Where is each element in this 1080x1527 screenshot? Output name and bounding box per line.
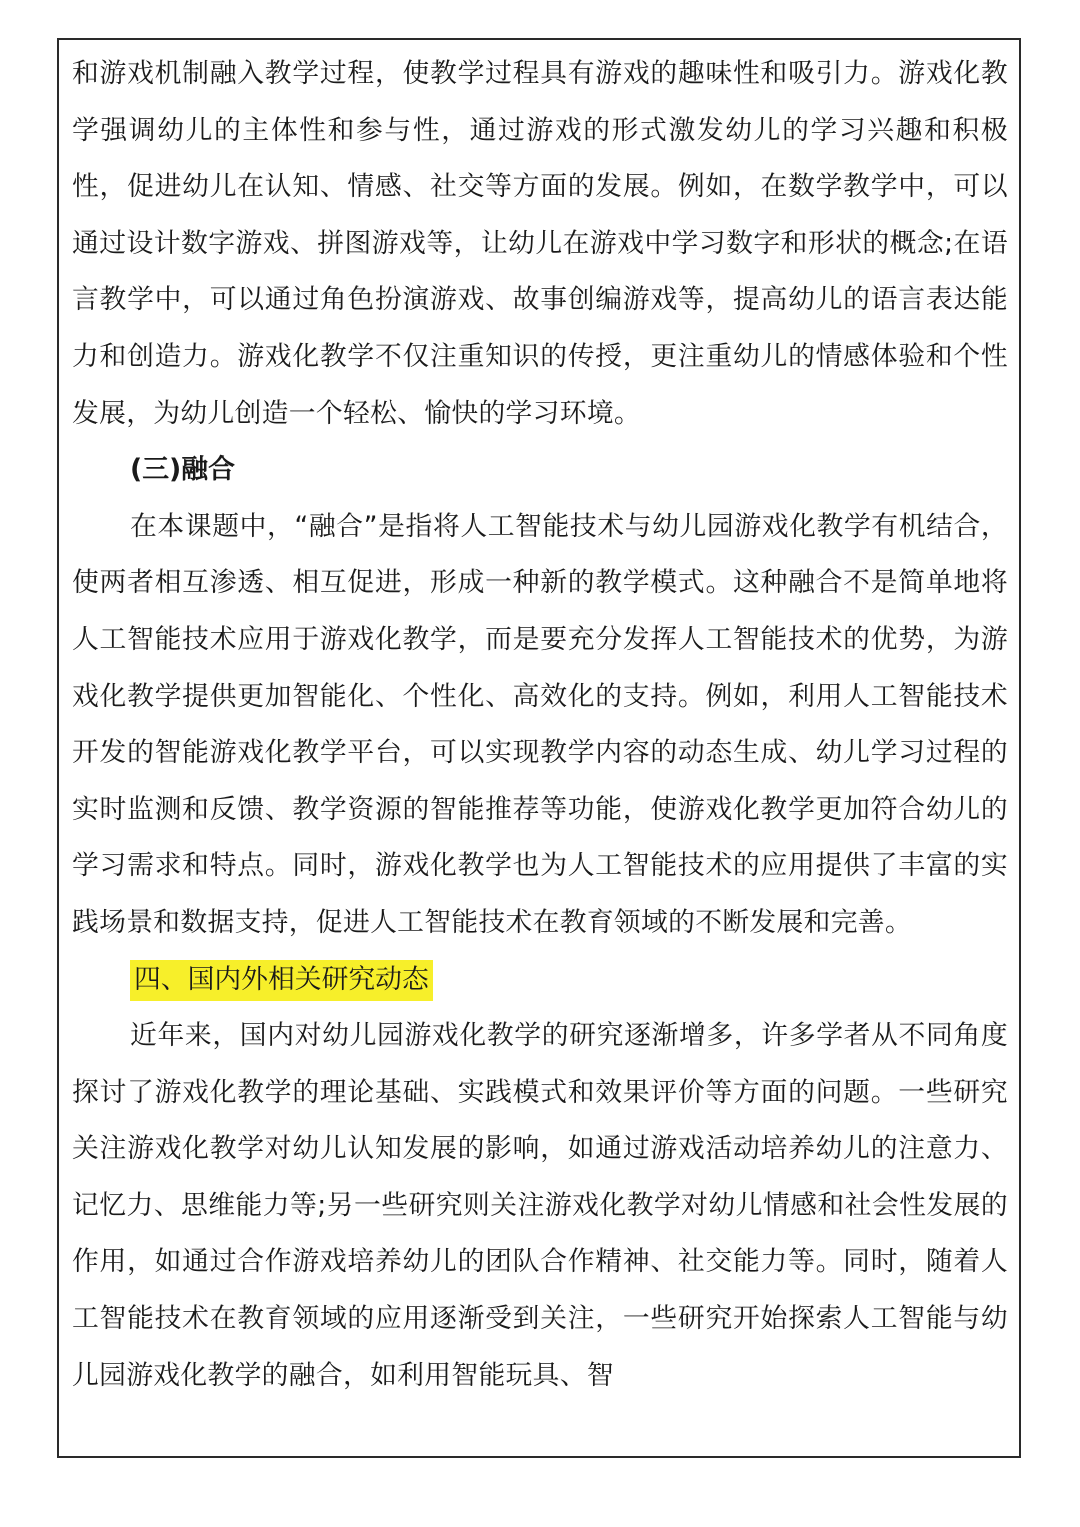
document-body [72, 46, 1008, 1404]
paragraph-gamified-teaching: 和游戏机制融入教学过程，使教学过程具有游戏的趣味性和吸引力。游戏化教学强调幼儿的主体性和参与性，通过游戏的形式激发幼儿的学习兴趣和积极性，促进幼儿在认知、情感、社交等方面的发展。例如，在数学教学中，可以通过设计数字游戏、拼图游戏等，让幼儿在游戏中学习数字和形状的概念;在语言教学中，可以通过角色扮演游戏、故事创编游戏等，提高幼儿的语言表达能力和创造力。游戏化教学不仅注重知识的传授，更注重幼儿的情感体验和个性发展，为幼儿创造一个轻松、愉快的学习环境。 [72, 58, 1008, 429]
paragraph-research-status: 近年来，国内对幼儿园游戏化教学的研究逐渐增多，许多学者从不同角度探讨了游戏化教学的理论基础、实践模式和效果评价等方面的问题。一些研究关注游戏化教学对幼儿认知发展的影响，如通过游戏活动培养幼儿的注意力、记忆力、思维能力等;另一些研究则关注游戏化教学对幼儿情感和社会性发展的作用，如通过合作游戏培养幼儿的团队合作精神、社交能力等。同时，随着人工智能技术在教育领域的应用逐渐受到关注，一些研究开始探索人工智能与幼儿园游戏化教学的融合，如利用智能玩具、智 [72, 1020, 1008, 1391]
section-heading-research-status [72, 952, 1008, 1009]
highlighted-heading-text: 四、国内外相关研究动态 [130, 960, 433, 1001]
paragraph-integration: 在本课题中，“融合”是指将人工智能技术与幼儿园游戏化教学有机结合，使两者相互渗透、相互促进，形成一种新的教学模式。这种融合不是简单地将人工智能技术应用于游戏化教学，而是要充分发挥人工智能技术的优势，为游戏化教学提供更加智能化、个性化、高效化的支持。例如，利用人工智能技术开发的智能游戏化教学平台，可以实现教学内容的动态生成、幼儿学习过程的实时监测和反馈、教学资源的智能推荐等功能，使游戏化教学更加符合幼儿的学习需求和特点。同时，游戏化教学也为人工智能技术的应用提供了丰富的实践场景和数据支持，促进人工智能技术在教育领域的不断发展和完善。 [72, 510, 1008, 938]
section-heading-integration: (三)融合 [130, 454, 235, 486]
